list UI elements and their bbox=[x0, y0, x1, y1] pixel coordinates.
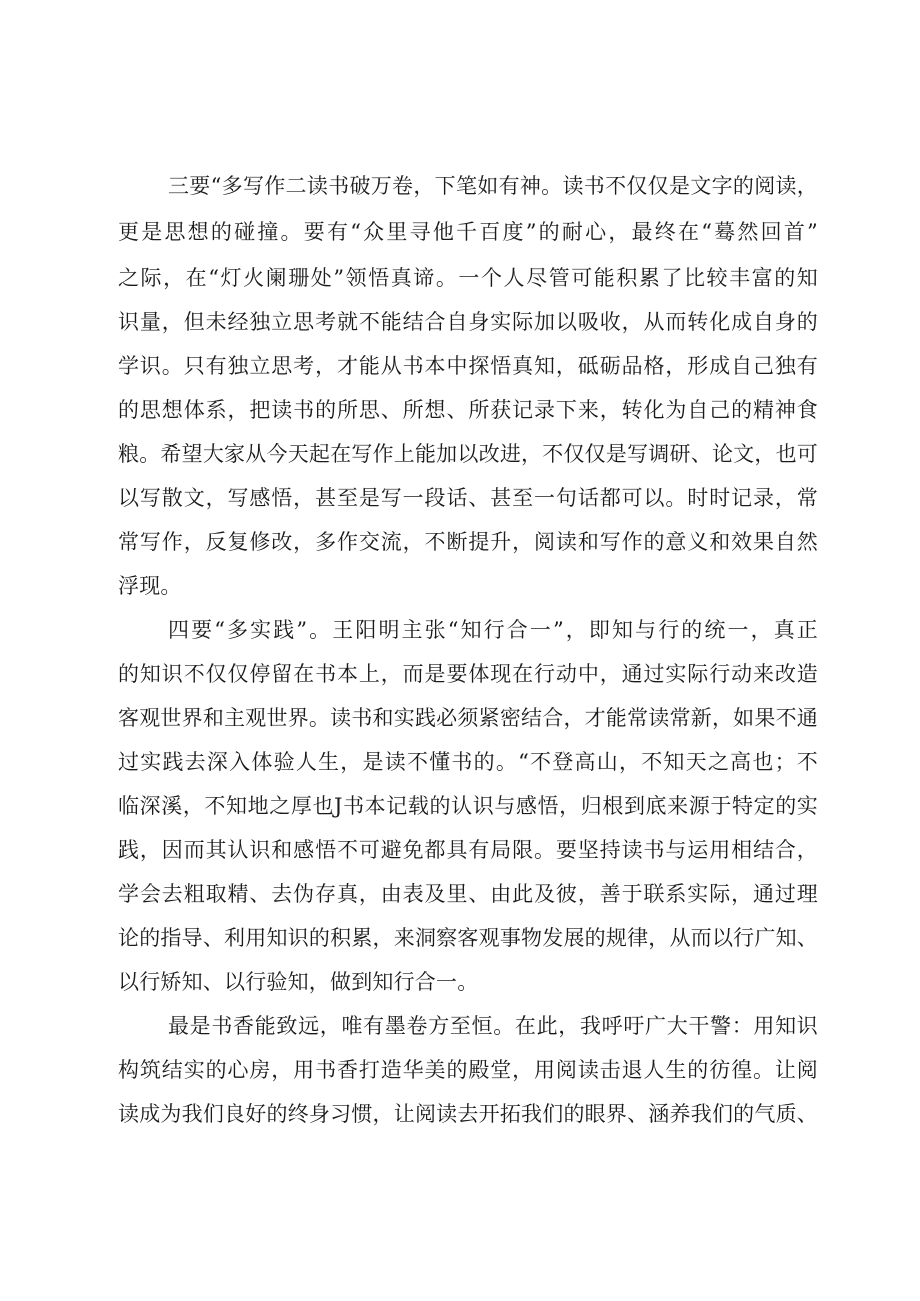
paragraph-2-line-6: 践，因而其认识和感悟不可避免都具有局限。要坚持读书与运用相结合， bbox=[118, 838, 818, 862]
paragraph-3-line-2: 构筑结实的心房，用书香打造华美的殿堂，用阅读击退人生的彷徨。让阅 bbox=[118, 1058, 818, 1082]
paragraph-1-line-8: 以写散文，写感悟，甚至是写一段话、甚至一句话都可以。时时记录，常 bbox=[118, 486, 818, 510]
paragraph-1-line-9: 常写作，反复修改，多作交流，不断提升，阅读和写作的意义和效果自然 bbox=[118, 530, 818, 554]
paragraph-1-line-2: 更是思想的碰撞。要有“众里寻他千百度”的耐心，最终在“蓦然回首” bbox=[118, 220, 818, 244]
paragraph-1-line-3: 之际，在“灯火阑珊处”领悟真谛。一个人尽管可能积累了比较丰富的知 bbox=[118, 266, 818, 290]
paragraph-1-line-7: 粮。希望大家从今天起在写作上能加以改进，不仅仅是写调研、论文，也可 bbox=[118, 442, 818, 466]
paragraph-1-line-5: 学识。只有独立思考，才能从书本中探悟真知，砥砺品格，形成自己独有 bbox=[118, 354, 818, 378]
paragraph-3-line-3: 读成为我们良好的终身习惯，让阅读去开拓我们的眼界、涵养我们的气质、 bbox=[118, 1102, 818, 1126]
paragraph-1-line-4: 识量，但未经独立思考就不能结合自身实际加以吸收，从而转化成自身的 bbox=[118, 310, 818, 334]
paragraph-3-line-1: 最是书香能致远，唯有墨卷方至恒。在此，我呼吁广大干警：用知识 bbox=[168, 1014, 818, 1038]
paragraph-1-line-1: 三要“多写作二读书破万卷，下笔如有神。读书不仅仅是文字的阅读， bbox=[168, 174, 818, 198]
paragraph-2-line-2: 的知识不仅仅停留在书本上，而是要体现在行动中，通过实际行动来改造 bbox=[118, 662, 818, 686]
paragraph-2-line-4: 过实践去深入体验人生，是读不懂书的。“不登高山，不知天之高也；不 bbox=[118, 750, 818, 774]
paragraph-1-line-6: 的思想体系，把读书的所思、所想、所获记录下来，转化为自己的精神食 bbox=[118, 398, 818, 422]
paragraph-2-line-3: 客观世界和主观世界。读书和实践必须紧密结合，才能常读常新，如果不通 bbox=[118, 706, 818, 730]
paragraph-2-line-1: 四要“多实践”。王阳明主张“知行合一”，即知与行的统一，真正 bbox=[168, 618, 818, 642]
paragraph-2-line-9: 以行矫知、以行验知，做到知行合一。 bbox=[118, 970, 479, 994]
paragraph-1-line-10: 浮现。 bbox=[118, 574, 182, 598]
paragraph-2-line-5: 临深溪，不知地之厚也J书本记载的认识与感悟，归根到底来源于特定的实 bbox=[118, 794, 818, 818]
paragraph-2-line-7: 学会去粗取精、去伪存真，由表及里、由此及彼，善于联系实际，通过理 bbox=[118, 882, 818, 906]
paragraph-2-line-8: 论的指导、利用知识的积累，来洞察客观事物发展的规律，从而以行广知、 bbox=[118, 926, 818, 950]
